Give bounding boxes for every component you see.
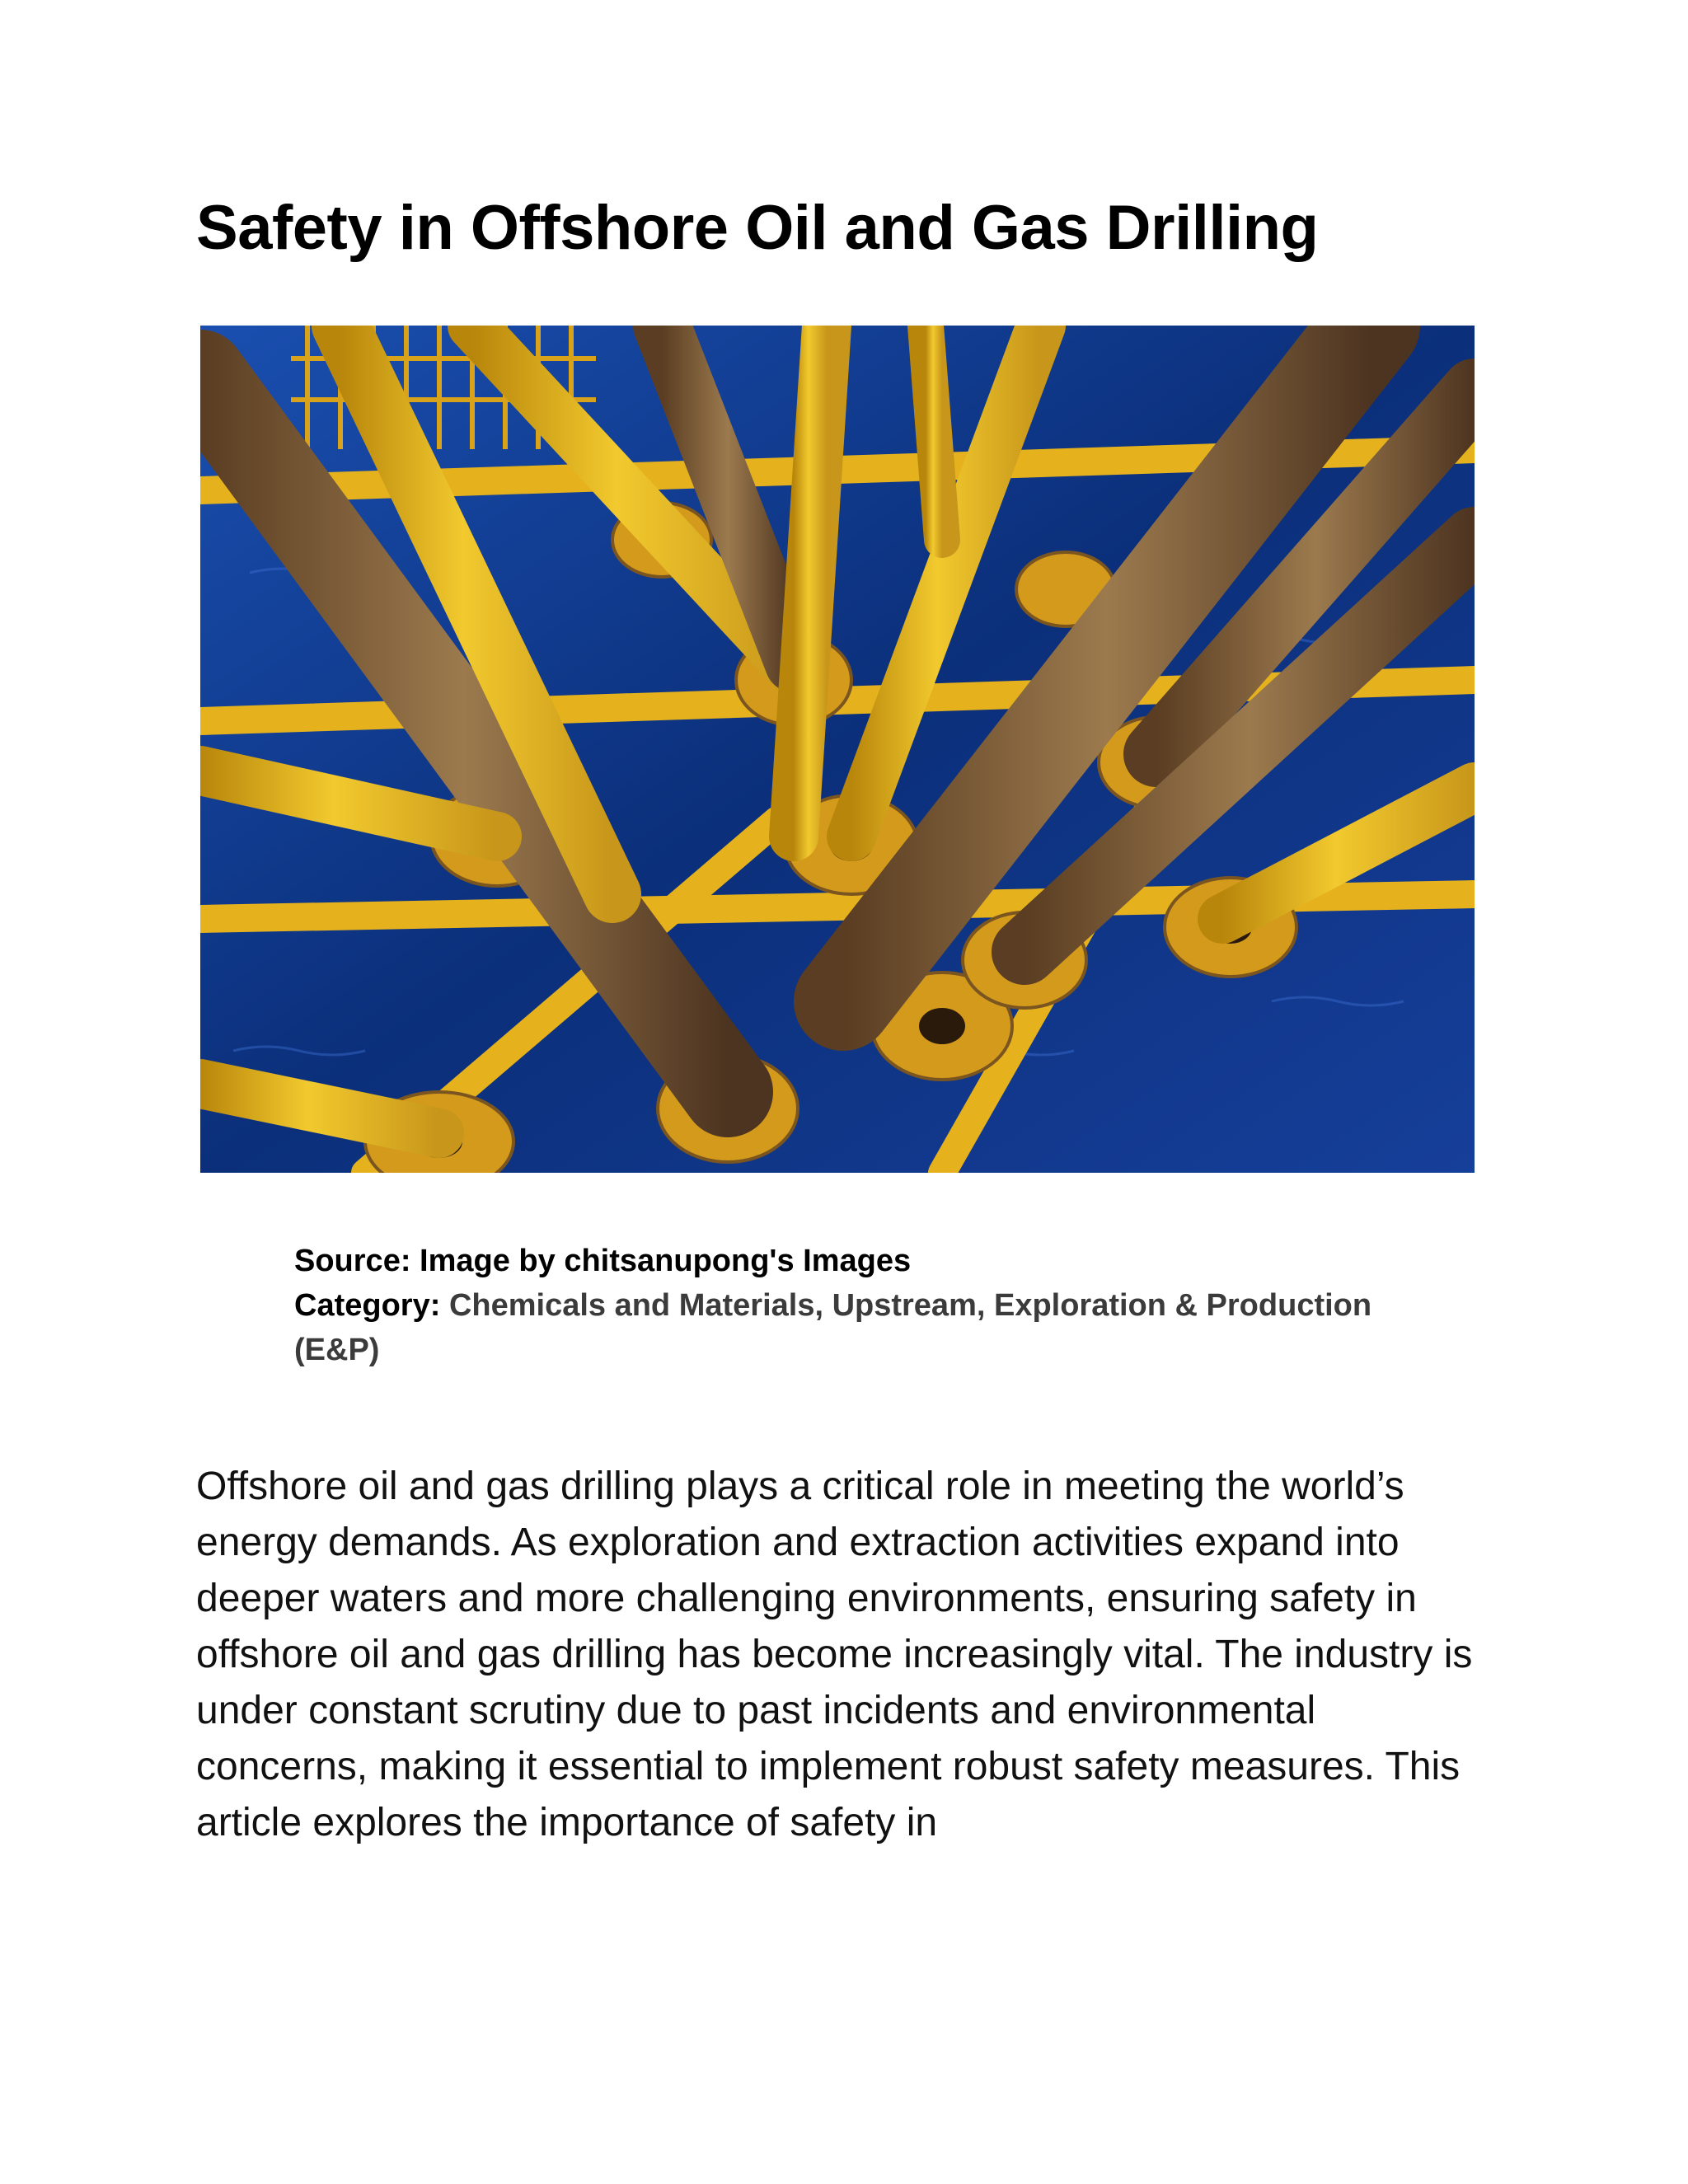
hero-image bbox=[200, 326, 1475, 1173]
article-paragraph: Offshore oil and gas drilling plays a critical role in meeting the world’s energy demands. As exploration and extraction activities expand into deeper waters and more challenging environments, ensuring safety in offshore oil and gas drilling has become increasingly vital. The industry is under constant scrutiny due to past incidents and environmental concerns, making it essential to implement robust safety measures. This article explores the importance of safety in bbox=[196, 1465, 1473, 1844]
category-label: Category: bbox=[294, 1288, 441, 1323]
page-title: Safety in Offshore Oil and Gas Drilling bbox=[196, 193, 1319, 263]
image-meta bbox=[294, 1239, 1465, 1372]
image-source: Source: Image by chitsanupong's Images bbox=[294, 1244, 912, 1278]
category-line bbox=[294, 1283, 1465, 1372]
category-links[interactable]: Chemicals and Materials, Upstream, Exploration & Production (E&P) bbox=[294, 1288, 1372, 1367]
